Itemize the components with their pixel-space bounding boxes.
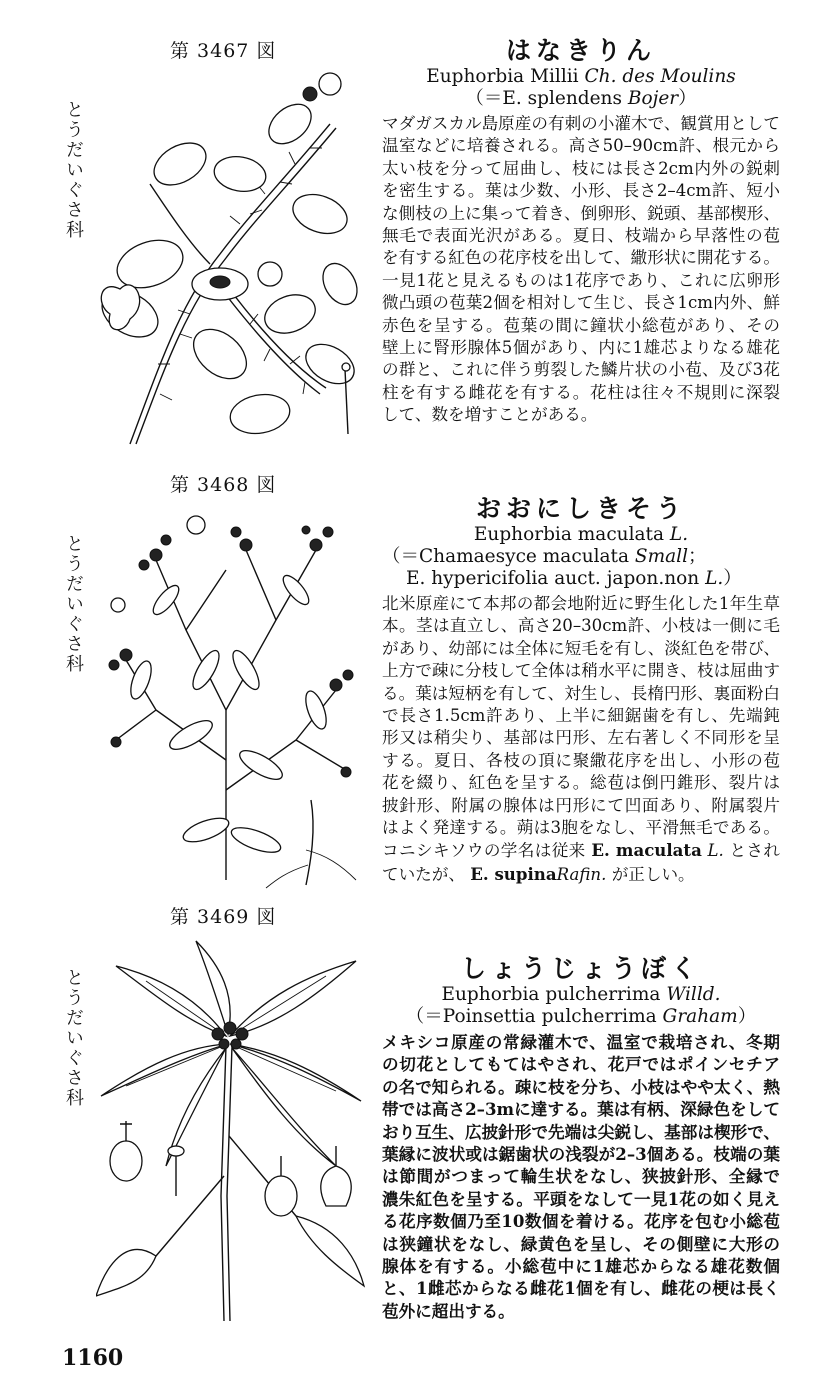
synonym-sep: ；	[688, 546, 707, 567]
illustration-euphorbia-pulcherrima	[96, 936, 366, 1326]
family-label-3: とうだいぐさ科	[63, 968, 84, 1108]
sci-author: L.	[669, 524, 689, 545]
note-name-2: E. supina	[470, 863, 557, 884]
synonym-author: Bojer	[627, 88, 679, 109]
entry-shoujouboku	[382, 954, 780, 1322]
synonym-close: ）	[737, 1006, 757, 1027]
figure-label-3469: 第 3469 図	[170, 906, 277, 928]
family-label-2: とうだいぐさ科	[63, 534, 84, 674]
description-main: 北米原産にて本邦の都会地附近に野生化した1年生草本。茎は直立し、高さ20–30cm許、小枝は一側に毛があり、幼部には全体に短毛を有し、淡紅色を帯び、上方で疎に分枝して全体は稍水平に開き、枝は屈曲する。葉は短柄を有して、対生し、長楕円形、裏面粉白で長さ1.5cm許あり、上半に細鋸歯を有し、先端鈍形又は稍尖り、基部は円形、左右著しく不同形を呈する。夏日、各枝の頂に聚繖花序を出し、小形の苞花を綴り、紅色を呈する。総苞は倒円錐形、裂片は披針形、附属の腺体は円形にて凹面あり、附属裂片はよく発達する。蒴は3胞をなし、平滑無毛である。コニシキソウの学名は従来	[382, 594, 780, 861]
sci-author: Ch. des Moulins	[584, 66, 736, 87]
flower-clusters	[109, 516, 353, 777]
synonym-author: Graham	[662, 1006, 738, 1027]
note-mid: とされていたが、	[382, 841, 780, 884]
page-number: 1160	[62, 1345, 124, 1371]
figure-label-3468: 第 3468 図	[170, 474, 277, 496]
synonym-close: ）	[678, 88, 697, 109]
synonym-line-1	[382, 546, 780, 568]
synonym	[382, 88, 780, 110]
family-label-1: とうだいぐさ科	[63, 100, 84, 240]
figure-label-3467: 第 3467 図	[170, 40, 277, 62]
synonym-author-2: L.	[705, 568, 724, 589]
synonym	[382, 1006, 780, 1028]
illustration-euphorbia-millii	[90, 64, 372, 454]
flower-details	[110, 1121, 351, 1216]
sci-name-text: Euphorbia pulcherrima	[441, 984, 661, 1005]
sci-name-text: Euphorbia maculata	[473, 524, 665, 545]
note-name-1: E. maculata	[591, 840, 702, 861]
illustration-euphorbia-maculata	[96, 510, 360, 890]
synonym-text: （＝Chamaesyce maculata	[382, 546, 635, 567]
synonym-text: （＝E. splendens	[465, 88, 628, 109]
sci-author: Willd.	[666, 984, 721, 1005]
jp-name: しょうじょうぼく	[460, 954, 701, 983]
entry-hanakirin	[382, 36, 780, 427]
synonym-author: Small	[634, 546, 688, 567]
scientific-name	[382, 66, 780, 88]
synonym-text-2: E. hypericifolia auct. japon.non	[406, 568, 706, 589]
note-end: が正しい。	[611, 864, 695, 884]
entry-oonishikisou	[382, 494, 780, 886]
scientific-name	[382, 984, 780, 1006]
paired-leaves	[127, 572, 331, 858]
description: メキシコ原産の常緑灌木で、温室で栽培され、冬期の切花としてもてはやされ、花戸ではポインセチアの名で知られる。疎に枝を分ち、小枝はやや太く、熱帯では高さ2–3mに達する。葉は有柄、深緑色をしており互生、広披針形で先端は尖鋭し、基部は楔形で、葉縁に波状或は鋸歯状の浅裂が2–3個ある。枝端の葉は節間がつまって輪生状をなし、狭披針形、全縁で濃朱紅色を呈する。平頭をなして一見1花の如く見える花序数個乃至10数個を着ける。花序を包む小総苞は狭鐘状をなし、緑黄色を呈し、その側壁に大形の腺体を有する。小総苞中に1雄芯からなる雄花数個と、1雌芯からなる雌花1個を有し、雌花の梗は長く苞外に超出する。	[382, 1032, 780, 1321]
synonym-line-2	[382, 568, 780, 590]
synonym-close: ）	[723, 568, 742, 589]
synonym-text: （＝Poinsettia pulcherrima	[405, 1006, 663, 1027]
sci-name-text: Euphorbia Millii	[426, 66, 579, 87]
scientific-name	[382, 524, 780, 546]
jp-name: はなきりん	[505, 36, 656, 65]
note-author-2: Rafin.	[556, 864, 607, 884]
description: マダガスカル島原産の有刺の小灌木で、観賞用として温室などに培養される。高さ50–90cm許、根元から太い枝を分って屈曲し、枝には長さ2cm内外の鋭刺を密生する。葉は少数、小形、長さ2–4cm許、短小な側枝の上に集って着き、倒卵形、鋭頭、基部楔形、無毛で表面光沢がある。夏日、枝端から早落性の苞を有する紅色の花序枝を出して、繖形状に開花する。一見1花と見えるものは1花序であり、これに広卵形微凸頭の苞葉2個を相対して生じ、長さ1cm内外、鮮赤色を呈する。苞葉の間に鐘状小総苞があり、その壁上に腎形腺体5個があり、内に1雄芯よりなる雄花の群と、これに伴う剪裂した鱗片状の小苞、及び3花柱を有する雌花を有する。花柱は往々不規則に深裂して、数を増すことがある。	[382, 114, 780, 425]
description	[382, 593, 780, 886]
jp-name: おおにしきそう	[475, 494, 686, 523]
note-author-1: L.	[707, 841, 724, 861]
